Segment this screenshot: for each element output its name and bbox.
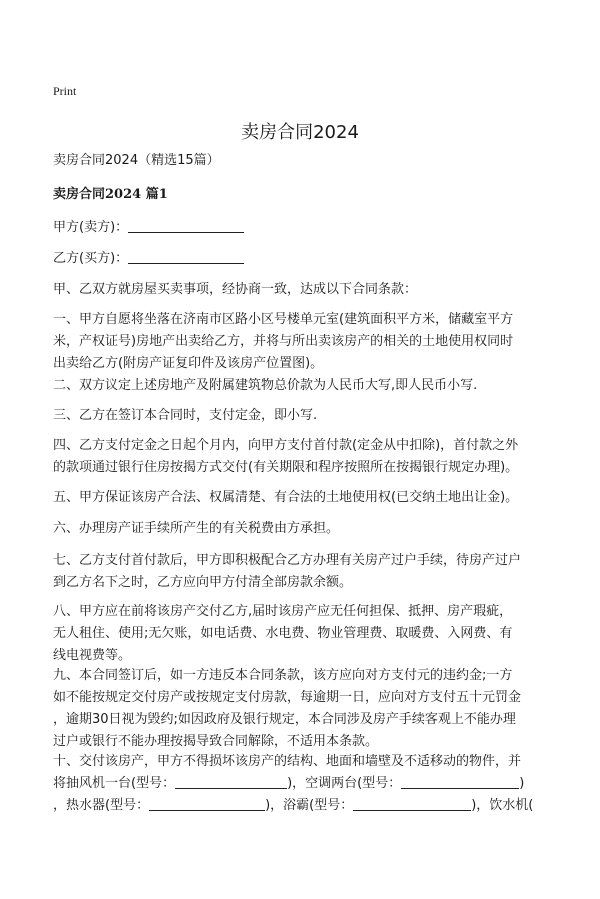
clause-1 [53,309,553,375]
clause-9-line: 过户或银行不能办理按揭导致合同解除，不适用本条款。 [53,734,379,749]
clause-8-line: 八、甲方应在前将该房产交付乙方,届时该房产应无任何担保、抵押、房产瑕疵， [53,604,513,619]
document-subtitle: 卖房合同2024（精选15篇） [53,153,220,168]
ac-model-blank [401,774,519,789]
clause-7-line: 七、乙方支付首付款后，甲方即积极配合乙方办理有关房产过户手续，待房产过户 [53,553,522,568]
clause-1-line: 米，产权证号)房地产出卖给乙方，并将与所出卖该房产的相关的土地使用权同时 [53,334,514,349]
clause-8-line: 无人租住、使用;无欠账，如电话费、水电费、物业管理费、取暖费、入网费、有 [53,626,513,641]
bath-heater-model-blank [353,796,471,811]
clause-8 [53,601,553,667]
party-b-blank [128,249,244,264]
document-title: 卖房合同2024 [241,122,359,143]
clause-10-text: 将抽风机一台(型号： [53,776,176,791]
clause-4 [53,435,553,479]
intro-paragraph: 甲、乙双方就房屋买卖事项，经协商一致，达成以下合同条款： [53,282,418,297]
clause-2: 二、双方议定上述房地产及附属建筑物总价款为人民币大写,即人民币小写. [53,378,478,393]
clause-4-line: 的款项通过银行住房按揭方式交付(有关期限和程序按照所在按揭银行规定办理)。 [53,460,519,475]
clause-4-line: 四、乙方支付定金之日起个月内，向甲方支付首付款(定金从中扣除)，首付款之外 [53,438,519,453]
clause-10-line: 十、交付该房产，甲方不得损坏该房产的结构、地面和墙壁及不适移动的物件，并 [53,754,522,769]
clause-10-text: )，饮水机( [471,798,534,813]
party-b-label: 乙方(买方)： [53,251,129,266]
clause-10-line [53,795,553,817]
print-label[interactable]: Print [53,84,77,98]
fan-model-blank [175,774,287,789]
clause-9 [53,665,553,753]
clause-10-text: ) [519,776,525,791]
clause-7-line: 到乙方名下之时，乙方应向甲方付清全部房款余额。 [53,575,353,590]
clause-7 [53,550,553,594]
clause-10-text: )，浴霸(型号： [265,798,354,813]
party-a-label: 甲方(卖方)： [53,220,129,235]
party-b-line [53,248,553,270]
clause-8-line: 线电视费等。 [53,648,132,663]
clause-10-line [53,773,553,795]
heater-model-blank [149,796,265,811]
clause-10-text: ，热水器(型号： [53,798,150,813]
clause-10 [53,751,553,817]
clause-1-line: 出卖给乙方(附房产证复印件及该房产位置图)。 [53,356,324,371]
clause-9-line: 如不能按规定交付房产或按规定支付房款，每逾期一日，应向对方支付五十元罚金 [53,690,522,705]
section-heading: 卖房合同2024 篇1 [53,187,168,202]
clause-9-line: ，逾期30日视为毁约;如因政府及银行规定，本合同涉及房产手续客观上不能办理 [53,712,516,727]
clause-5: 五、甲方保证该房产合法、权属清楚、有合法的土地使用权(已交纳土地出让金)。 [53,490,519,505]
clause-3: 三、乙方在签订本合同时，支付定金，即小写. [53,408,318,423]
clause-1-line: 一、甲方自愿将坐落在济南市区路小区号楼单元室(建筑面积平方米，储藏室平方 [53,312,514,327]
clause-10-text: )，空调两台(型号： [287,776,402,791]
party-a-blank [128,218,244,233]
clause-6: 六、办理房产证手续所产生的有关税费由方承担。 [53,521,340,536]
clause-9-line: 九、本合同签订后，如一方违反本合同条款，该方应向对方支付元的违约金;一方 [53,668,513,683]
party-a-line [53,217,553,239]
